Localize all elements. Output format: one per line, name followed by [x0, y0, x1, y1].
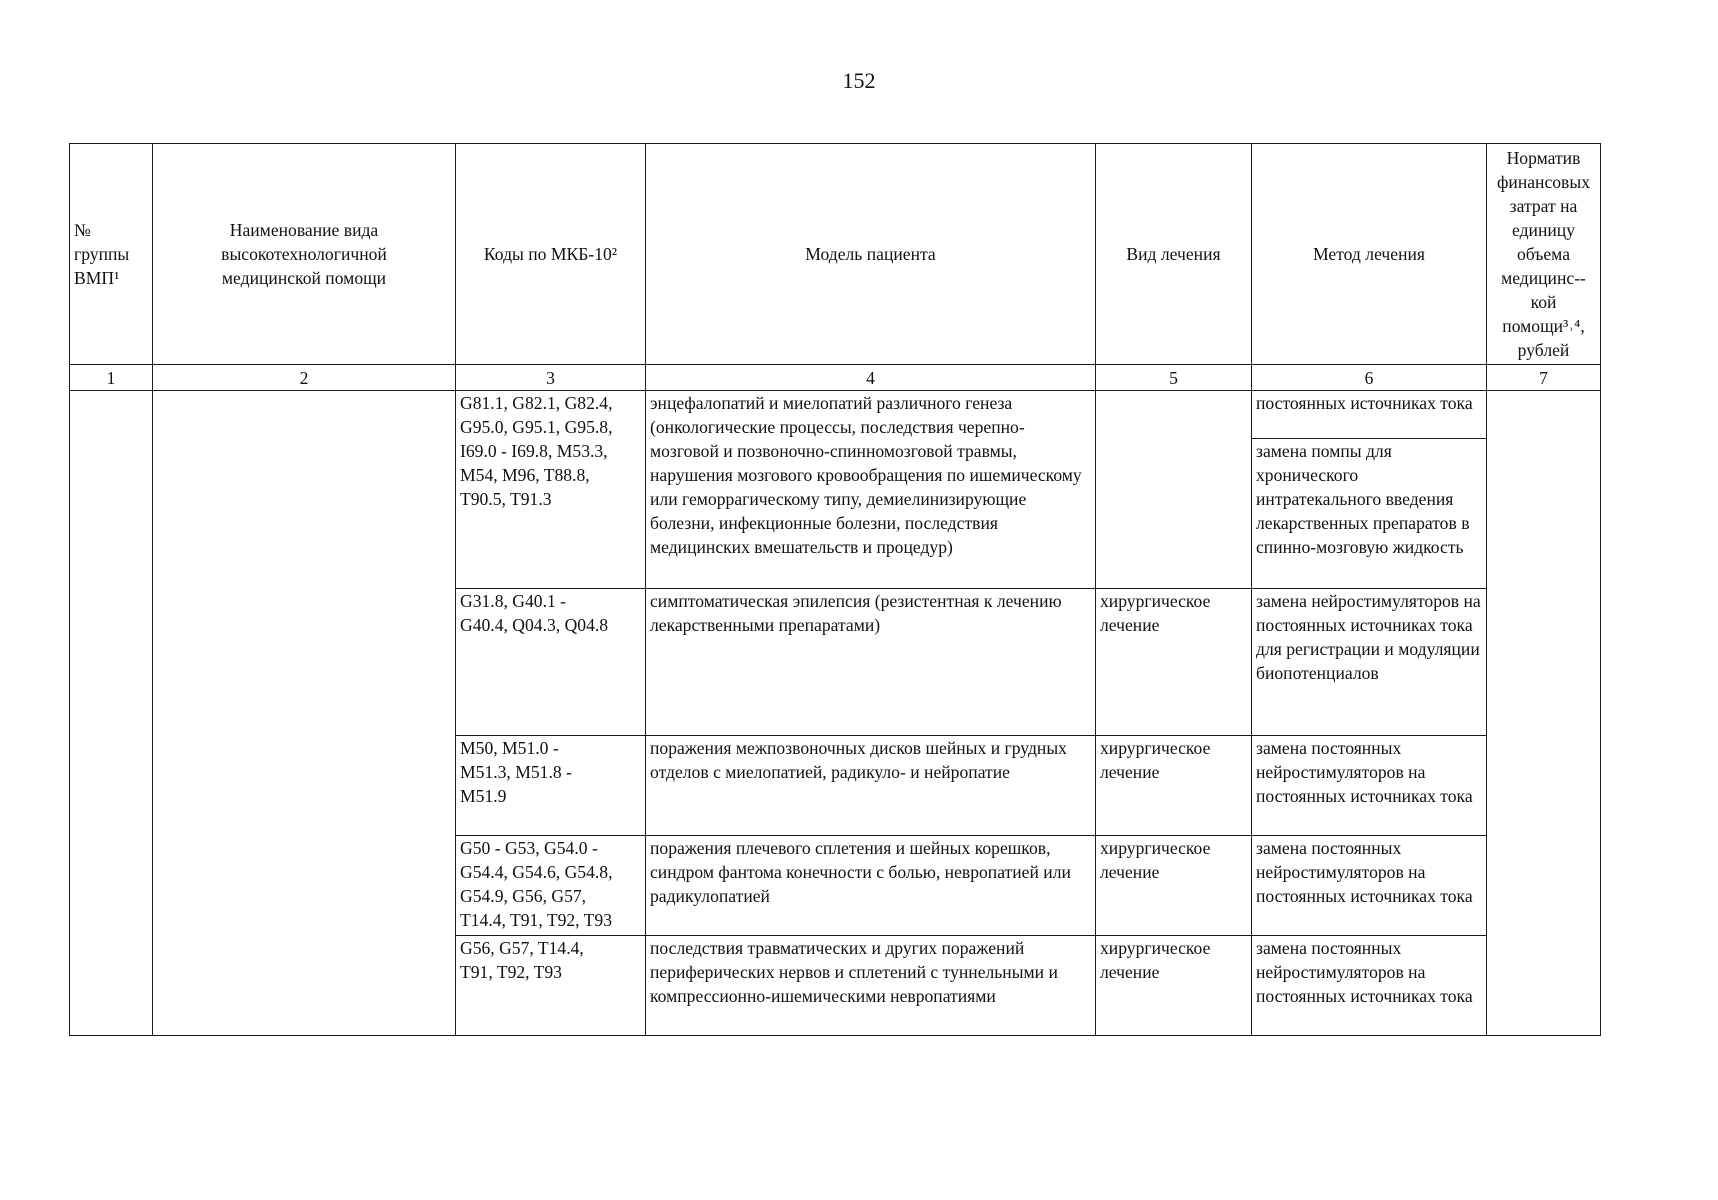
icd-codes-cell: G31.8, G40.1 - G40.4, Q04.3, Q04.8: [456, 589, 646, 736]
patient-model-cell: поражения межпозвоночных дисков шейных и грудных отделов с миелопатией, радикуло- и нейропатие: [646, 736, 1096, 836]
patient-model-cell: симптоматическая эпилепсия (резистентная к лечению лекарственными препаратами): [646, 589, 1096, 736]
header-treatment-type: Вид лечения: [1096, 144, 1252, 365]
treatment-method-cell: замена нейростимуляторов на постоянных источниках тока для регистрации и модуляции биопотенциалов: [1252, 589, 1487, 736]
table-row: [70, 391, 1601, 589]
column-number: 4: [646, 365, 1096, 391]
treatment-type-cell: [1096, 391, 1252, 589]
care-standards-table: [69, 143, 1601, 1036]
header-treatment-method: Метод лечения: [1252, 144, 1487, 365]
treatment-method-cell: [1252, 391, 1487, 589]
column-number: 2: [153, 365, 456, 391]
patient-model-cell: поражения плечевого сплетения и шейных корешков, синдром фантома конечности с болью, невропатией или радикулопатией: [646, 836, 1096, 936]
treatment-type-cell: хирургическое лечение: [1096, 589, 1252, 736]
column-number: 7: [1487, 365, 1601, 391]
icd-codes-cell: G56, G57, T14.4, T91, T92, T93: [456, 936, 646, 1036]
column-number: 6: [1252, 365, 1487, 391]
icd-codes-cell: G81.1, G82.1, G82.4, G95.0, G95.1, G95.8, I69.0 - I69.8, M53.3, M54, M96, T88.8, T90.5, T91.3: [456, 391, 646, 589]
treatment-type-cell: хирургическое лечение: [1096, 936, 1252, 1036]
header-icd-codes: Коды по МКБ-10²: [456, 144, 646, 365]
treatment-method-item: замена помпы для хронического интратекального введения лекарственных препаратов в спинно-мозговую жидкость: [1252, 438, 1486, 559]
header-patient-model: Модель пациента: [646, 144, 1096, 365]
icd-codes-cell: G50 - G53, G54.0 - G54.4, G54.6, G54.8, G54.9, G56, G57, T14.4, T91, T92, T93: [456, 836, 646, 936]
patient-model-cell: энцефалопатий и миелопатий различного генеза (онкологические процессы, последствия черепно-мозговой и позвоночно-спинномозговой травмы, нарушения мозгового кровообращения по ишемическому или геморрагическому типу, демиелинизирующие болезни, инфекционные болезни, последствия медицинских вмешательств и процедур): [646, 391, 1096, 589]
column-number: 5: [1096, 365, 1252, 391]
icd-codes-cell: M50, M51.0 - M51.3, M51.8 - M51.9: [456, 736, 646, 836]
treatment-type-cell: хирургическое лечение: [1096, 736, 1252, 836]
header-cost-standard: Норматив финансовых затрат на единицу объема медицинс-- кой помощи³˒⁴, рублей: [1487, 144, 1601, 365]
table-header-row: [70, 144, 1601, 365]
treatment-method-cell: замена постоянных нейростимуляторов на постоянных источниках тока: [1252, 836, 1487, 936]
treatment-method-cell: замена постоянных нейростимуляторов на постоянных источниках тока: [1252, 736, 1487, 836]
patient-model-cell: последствия травматических и других поражений периферических нервов и сплетений с туннельными и компрессионно-ишемическими невропатиями: [646, 936, 1096, 1036]
header-care-name: Наименование вида высокотехнологичной медицинской помощи: [153, 144, 456, 365]
column-number: 1: [70, 365, 153, 391]
column-number: 3: [456, 365, 646, 391]
page-number: 152: [842, 68, 876, 93]
treatment-type-cell: хирургическое лечение: [1096, 836, 1252, 936]
cost-standard-cell: [1487, 391, 1601, 1036]
care-name-cell: [153, 391, 456, 1036]
group-number-cell: [70, 391, 153, 1036]
treatment-method-item: постоянных источниках тока: [1256, 393, 1473, 413]
column-number-row: [70, 365, 1601, 391]
header-group-number: № группы ВМП¹: [70, 144, 153, 365]
treatment-method-cell: замена постоянных нейростимуляторов на постоянных источниках тока: [1252, 936, 1487, 1036]
